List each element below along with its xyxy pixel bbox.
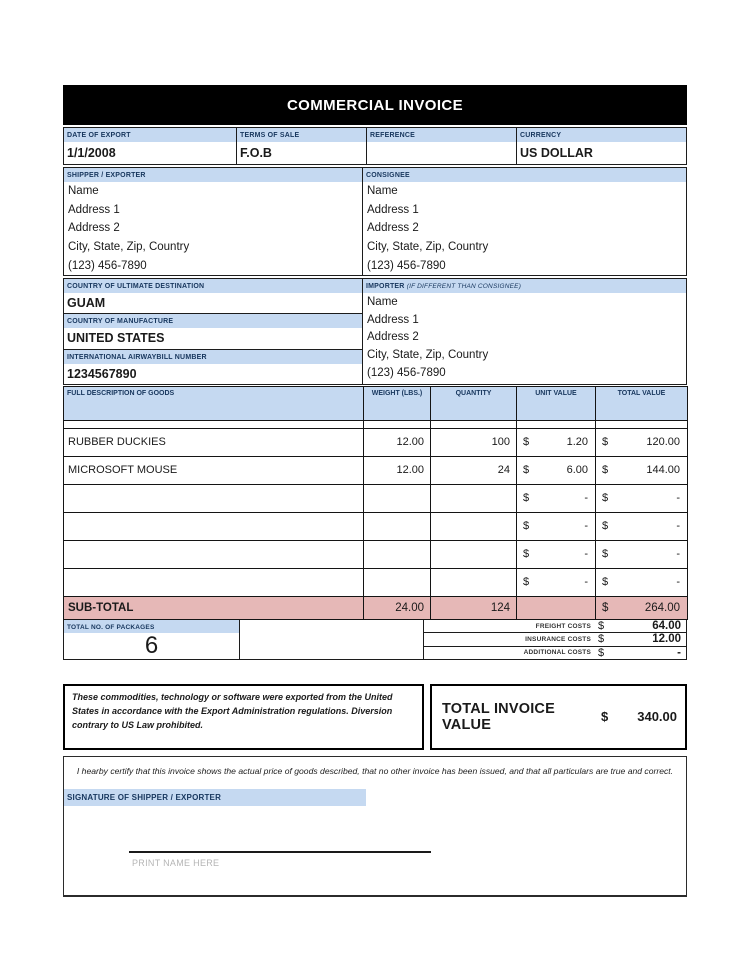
- additional-costs-currency: $: [598, 646, 605, 659]
- manufacture-label: COUNTRY OF MANUFACTURE: [64, 314, 362, 328]
- currency-value: US DOLLAR: [520, 146, 593, 160]
- top-fields-row: [63, 127, 687, 165]
- total-packages-label: TOTAL NO. OF PACKAGES: [64, 620, 239, 633]
- importer-address2: Address 2: [367, 331, 419, 344]
- insurance-costs-row: [424, 632, 686, 645]
- table-row: [64, 428, 688, 456]
- subtotal-weight: 24.00: [364, 596, 431, 619]
- consignee-label: CONSIGNEE: [363, 168, 686, 182]
- consignee-city-state: City, State, Zip, Country: [367, 241, 489, 254]
- goods-weight: [364, 484, 431, 512]
- total-packages-field: [63, 620, 240, 660]
- goods-total-value: $ 120.00: [596, 428, 688, 456]
- goods-total-value: $ -: [596, 484, 688, 512]
- origin-column: [63, 278, 363, 385]
- importer-label-note: (IF DIFFERENT THAN CONSIGNEE): [406, 282, 522, 290]
- parties-section: [63, 167, 687, 276]
- goods-description: RUBBER DUCKIES: [64, 428, 364, 456]
- goods-unit-value: $ -: [517, 512, 596, 540]
- goods-table: [63, 386, 688, 620]
- total-invoice-value: 340.00: [637, 709, 677, 725]
- header-description: FULL DESCRIPTION OF GOODS: [64, 386, 364, 420]
- reference-value: [367, 142, 516, 164]
- certification-signature-section: [63, 756, 687, 897]
- airwaybill-field: [63, 350, 363, 385]
- currency-label: CURRENCY: [517, 128, 686, 142]
- print-name-placeholder: PRINT NAME HERE: [132, 857, 220, 868]
- manufacture-value: UNITED STATES: [67, 331, 165, 346]
- table-row: [64, 568, 688, 596]
- shipper-exporter-label: SHIPPER / EXPORTER: [64, 168, 362, 182]
- table-row: [64, 512, 688, 540]
- header-weight: WEIGHT (LBS.): [364, 386, 431, 420]
- goods-description: [64, 540, 364, 568]
- goods-description: [64, 484, 364, 512]
- goods-quantity: [431, 568, 517, 596]
- goods-quantity: [431, 512, 517, 540]
- goods-quantity: 24: [431, 456, 517, 484]
- importer-section: [363, 278, 687, 385]
- additional-costs-value: -: [677, 646, 681, 659]
- goods-description: [64, 568, 364, 596]
- shipper-exporter-section: [63, 167, 363, 276]
- header-total-value: TOTAL VALUE: [596, 386, 688, 420]
- terms-of-sale-label: TERMS OF SALE: [237, 128, 366, 142]
- date-of-export-label: DATE OF EXPORT: [64, 128, 236, 142]
- goods-total-value: $ -: [596, 512, 688, 540]
- importer-name: Name: [367, 295, 398, 308]
- goods-quantity: 100: [431, 428, 517, 456]
- goods-unit-value: $ 1.20: [517, 428, 596, 456]
- importer-address1: Address 1: [367, 313, 419, 326]
- subtotal-unit-blank: [517, 596, 596, 619]
- goods-header-row: [64, 386, 688, 420]
- commercial-invoice-document: [63, 85, 687, 897]
- destination-label: COUNTRY OF ULTIMATE DESTINATION: [64, 279, 362, 293]
- totals-section: [63, 684, 687, 750]
- goods-weight: 12.00: [364, 456, 431, 484]
- subtotal-quantity: 124: [431, 596, 517, 619]
- importer-phone: (123) 456-7890: [367, 367, 446, 380]
- freight-costs-label: FREIGHT COSTS: [535, 622, 591, 630]
- goods-unit-value: $ 6.00: [517, 456, 596, 484]
- header-unit-value: UNIT VALUE: [517, 386, 596, 420]
- subtotal-row: [64, 596, 688, 619]
- additional-costs-label: ADDITIONAL COSTS: [523, 649, 591, 657]
- goods-description: [64, 512, 364, 540]
- consignee-address2: Address 2: [367, 222, 419, 235]
- goods-weight: [364, 568, 431, 596]
- airwaybill-label: INTERNATIONAL AIRWAYBILL NUMBER: [64, 350, 362, 364]
- goods-unit-value: $ -: [517, 540, 596, 568]
- goods-unit-value: $ -: [517, 484, 596, 512]
- consignee-section: [363, 167, 687, 276]
- shipper-name: Name: [68, 185, 99, 198]
- invoice-title: COMMERCIAL INVOICE: [286, 96, 464, 114]
- additional-costs-row: [424, 646, 686, 659]
- insurance-costs-label: INSURANCE COSTS: [525, 635, 591, 643]
- importer-city-state: City, State, Zip, Country: [367, 349, 489, 362]
- goods-weight: [364, 540, 431, 568]
- total-invoice-value-box: [430, 684, 687, 750]
- date-of-export-field: [63, 127, 237, 165]
- freight-costs-value: 64.00: [652, 620, 681, 633]
- goods-weight: [364, 512, 431, 540]
- goods-quantity: [431, 540, 517, 568]
- shipper-address1: Address 1: [68, 203, 120, 216]
- freight-costs-currency: $: [598, 620, 605, 633]
- table-row: [64, 456, 688, 484]
- date-of-export-value: 1/1/2008: [67, 146, 116, 160]
- subtotal-label: SUB-TOTAL: [64, 596, 364, 619]
- consignee-address1: Address 1: [367, 203, 419, 216]
- goods-total-value: $ -: [596, 568, 688, 596]
- currency-field: [517, 127, 687, 165]
- origin-importer-section: [63, 278, 687, 385]
- total-packages-value: 6: [144, 631, 159, 659]
- importer-label: IMPORTER (IF DIFFERENT THAN CONSIGNEE): [363, 279, 686, 293]
- goods-quantity: [431, 484, 517, 512]
- packages-costs-section: [63, 620, 687, 660]
- signature-label: SIGNATURE OF SHIPPER / EXPORTER: [64, 789, 366, 806]
- certification-text: I hearby certify that this invoice shows the actual price of goods described, that no other invoice has been issued, and that all particulars are true and correct.: [76, 765, 674, 776]
- shipper-city-state: City, State, Zip, Country: [68, 241, 190, 254]
- insurance-costs-currency: $: [598, 633, 605, 646]
- spacer-row: [64, 420, 688, 428]
- terms-of-sale-value: F.O.B: [240, 146, 272, 160]
- header-quantity: QUANTITY: [431, 386, 517, 420]
- destination-field: [63, 278, 363, 314]
- freight-costs-row: [424, 620, 686, 632]
- shipper-phone: (123) 456-7890: [68, 259, 147, 272]
- empty-cell: [240, 620, 424, 660]
- terms-of-sale-field: [237, 127, 367, 165]
- airwaybill-value: 1234567890: [67, 366, 137, 381]
- goods-description: MICROSOFT MOUSE: [64, 456, 364, 484]
- export-statement: These commodities, technology or software were exported from the United States in accordance with the Export Administration regulations. Diversion contrary to US Law prohibited.: [63, 684, 424, 750]
- goods-total-value: $ -: [596, 540, 688, 568]
- shipper-address2: Address 2: [68, 222, 120, 235]
- subtotal-total-value: $ 264.00: [596, 596, 688, 619]
- table-row: [64, 484, 688, 512]
- destination-value: GUAM: [67, 296, 106, 311]
- consignee-phone: (123) 456-7890: [367, 259, 446, 272]
- insurance-costs-value: 12.00: [652, 633, 681, 646]
- goods-unit-value: $ -: [517, 568, 596, 596]
- total-invoice-value-label: TOTAL INVOICE VALUE: [442, 700, 555, 733]
- goods-weight: 12.00: [364, 428, 431, 456]
- costs-section: [424, 620, 687, 660]
- goods-total-value: $ 144.00: [596, 456, 688, 484]
- table-row: [64, 540, 688, 568]
- signature-line: [129, 851, 431, 853]
- total-invoice-currency: $: [600, 709, 609, 725]
- reference-field: [367, 127, 517, 165]
- reference-label: REFERENCE: [367, 128, 516, 142]
- invoice-title-bar: [63, 85, 687, 125]
- manufacture-field: [63, 314, 363, 349]
- consignee-name: Name: [367, 185, 398, 198]
